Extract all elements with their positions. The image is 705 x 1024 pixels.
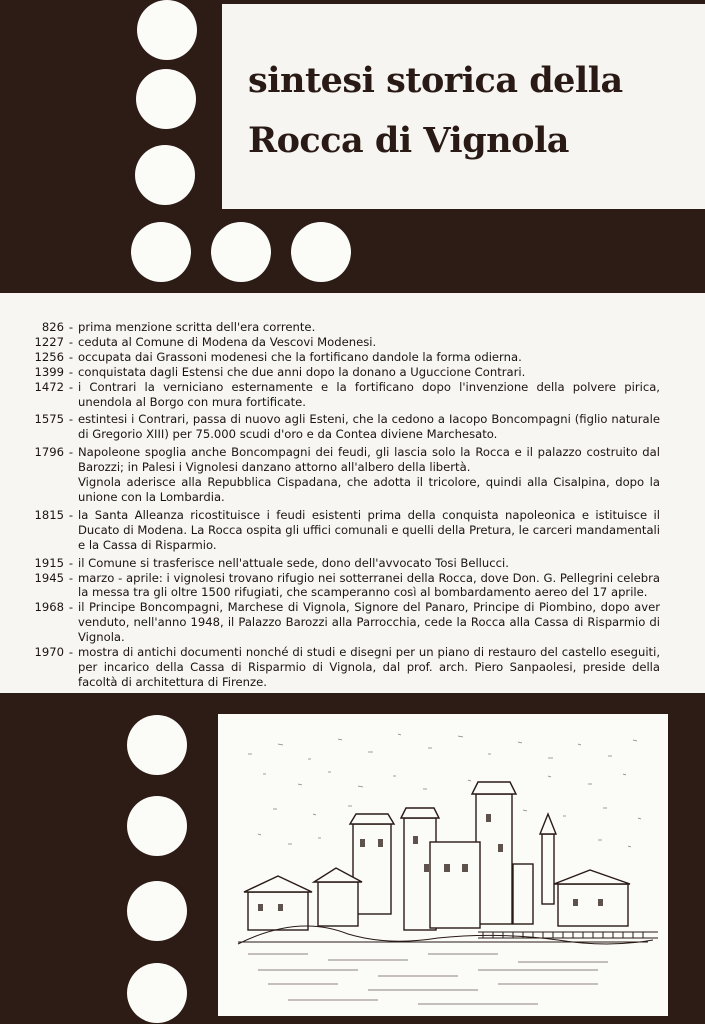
timeline-text: prima menzione scritta dell'era corrente.	[78, 320, 316, 334]
timeline-entry	[10, 571, 660, 601]
timeline-year: 1227	[34, 334, 64, 349]
decorative-circle	[131, 222, 191, 282]
timeline-text: Napoleone spoglia anche Boncompagni dei feudi, gli lascia solo la Rocca e il palazzo costruito dal Barozzi; in Palesi i Vignolesi danzano attorno all'albero della libertà.	[78, 445, 660, 475]
timeline-year: 1256	[34, 349, 64, 364]
timeline-year: 1399	[34, 364, 64, 379]
decorative-circle	[127, 881, 187, 941]
timeline-entry	[10, 335, 660, 350]
timeline-entry	[10, 600, 660, 645]
timeline-dash: -	[68, 379, 74, 394]
timeline-entry	[10, 350, 660, 365]
timeline-year: 1472	[34, 379, 64, 394]
decorative-circle	[211, 222, 271, 282]
timeline-entry	[10, 365, 660, 380]
timeline-text: ceduta al Comune di Modena da Vescovi Modenesi.	[78, 334, 377, 349]
timeline-dash: -	[68, 600, 74, 615]
timeline-entry	[10, 508, 660, 553]
timeline-year: 1945	[34, 570, 64, 585]
decorative-circle	[127, 715, 187, 775]
title-box	[222, 4, 705, 209]
timeline-text: conquistata dagli Estensi che due anni dopo la donano a Uguccione Contrari.	[78, 364, 526, 379]
timeline-year: 1796	[34, 445, 64, 460]
timeline-year: 826	[41, 320, 64, 334]
timeline-dash: -	[68, 507, 74, 522]
timeline-list	[10, 320, 660, 690]
timeline-text: occupata dai Grassoni modenesi che la fortificano dandole la forma odierna.	[78, 349, 522, 364]
castle-drawing-icon	[218, 714, 668, 1016]
top-band	[0, 0, 705, 293]
timeline-entry	[10, 445, 660, 505]
decorative-circle	[127, 963, 187, 1023]
timeline-dash: -	[68, 334, 74, 349]
decorative-circle	[135, 145, 195, 205]
timeline-text: la Santa Alleanza ricostituisce i feudi esistenti prima della conquista napoleonica e istituisce il Ducato di Modena. La Rocca ospita gli uffici comunali e quelli della Pretura, le carceri mandamentali e la Cassa di Risparmio.	[78, 507, 660, 552]
timeline-text-continued: Vignola aderisce alla Repubblica Cispadana, che adotta il tricolore, quindi alla Cisalpina, dopo la unione con la Lombardia.	[78, 475, 660, 504]
timeline-entry	[10, 320, 660, 335]
decorative-circle	[136, 69, 196, 129]
timeline-section	[0, 293, 705, 693]
timeline-dash: -	[68, 412, 74, 427]
timeline-dash: -	[68, 555, 74, 570]
timeline-year: 1575	[34, 412, 64, 427]
timeline-text: il Principe Boncompagni, Marchese di Vignola, Signore del Panaro, Principe di Piombino, dopo aver venduto, nell'anno 1948, il Palazzo Barozzi alla Parrocchia, cede la Rocca alla Cassa di Risparmio di Vignola.	[78, 600, 660, 645]
timeline-dash: -	[68, 645, 74, 660]
timeline-year: 1815	[34, 507, 64, 522]
timeline-dash: -	[68, 570, 74, 585]
decorative-circle	[291, 222, 351, 282]
page-title-line1: sintesi storica della	[248, 60, 623, 101]
timeline-dash: -	[68, 349, 74, 364]
timeline-year: 1968	[34, 600, 64, 615]
timeline-dash: -	[68, 364, 74, 379]
timeline-dash: -	[68, 445, 74, 460]
timeline-text: marzo - aprile: i vignolesi trovano rifugio nei sotterranei della Rocca, dove Don. G. Pellegrini celebra la messa tra gli oltre 1500 rifugiati, che scamperanno così al bombardamento aereo del 17 aprile.	[78, 570, 660, 600]
decorative-circle	[127, 796, 187, 856]
timeline-text: estintesi i Contrari, passa di nuovo agli Esteni, che la cedono a Iacopo Boncompagni (figlio naturale di Gregorio XIII) per 75.000 scudi d'oro e da Contea diviene Marchesato.	[78, 412, 660, 442]
timeline-text: mostra di antichi documenti nonché di studi e disegni per un piano di restauro del castello eseguiti, per incarico della Cassa di Risparmio di Vignola, dal prof. arch. Piero Sanpaolesi, preside della facoltà di architettura di Firenze.	[78, 645, 660, 689]
timeline-dash: -	[68, 320, 74, 334]
timeline-entry	[10, 412, 660, 442]
castle-illustration	[218, 714, 668, 1016]
timeline-text: il Comune si trasferisce nell'attuale sede, dono dell'avvocato Tosi Bellucci.	[78, 555, 509, 570]
timeline-text: i Contrari la verniciano esternamente e la fortificano dopo l'invenzione della polvere pirica, unendola al Borgo con mura fortificate.	[78, 379, 660, 409]
page-title-line2: Rocca di Vignola	[248, 120, 569, 161]
timeline-entry	[10, 556, 660, 571]
timeline-entry	[10, 645, 660, 690]
timeline-year: 1970	[34, 645, 64, 660]
timeline-year: 1915	[34, 555, 64, 570]
timeline-entry	[10, 380, 660, 410]
decorative-circle	[137, 0, 197, 60]
